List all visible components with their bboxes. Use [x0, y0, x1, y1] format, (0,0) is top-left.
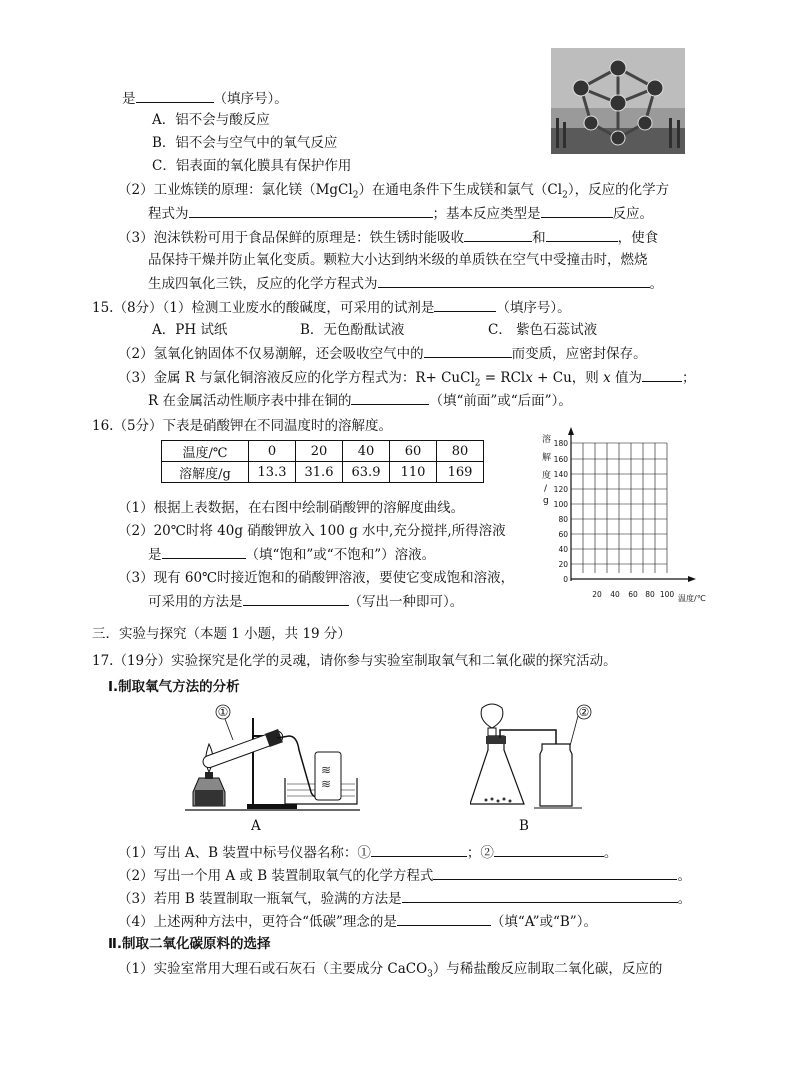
label-apparatus-a: A	[251, 818, 261, 834]
answer-blank[interactable]	[541, 203, 613, 218]
table-cell: 13.3	[249, 462, 296, 483]
q17-p3-text: （3）若用 B 装置制取一瓶氧气，验满的方法是	[118, 891, 402, 907]
subscript: 2	[352, 190, 359, 201]
ylabel-char: 度	[542, 471, 552, 481]
ylabel-char: 解	[542, 453, 552, 463]
table-row	[162, 462, 484, 483]
q14-p2-text: 程式为	[148, 206, 189, 222]
q17-heading: 17.（19分）实验探究是化学的灵魂，请你参与实验室制取氧气和二氧化碳的探究活动。	[92, 653, 617, 669]
q14-hint: （填序号）。	[213, 91, 288, 107]
q14-p2-text: ；基本反应类型是	[432, 206, 541, 222]
subscript: 3	[427, 969, 433, 980]
answer-blank[interactable]	[642, 367, 682, 382]
q15-option-a: A．PH 试纸	[152, 322, 228, 338]
q14-p3-text: 和	[532, 230, 546, 246]
q14-p3-line2: 品保持干燥并防止氧化变质。颗粒大小达到纳米级的单质铁在空气中受撞击时，燃烧	[148, 252, 648, 268]
x-axis-arrow-icon	[688, 576, 696, 582]
q15-p2-text: 而变质，应密封保存。	[511, 346, 647, 362]
q17-p1-text: （1）写出 A、B 装置中标号仪器名称：①	[118, 845, 371, 861]
q15-p2-text: （2）氢氧化钠固体不仅易潮解，还会吸收空气中的	[118, 346, 424, 362]
subscript: 2	[562, 190, 568, 201]
q14-p2-text: ），反应的化学方	[567, 182, 670, 198]
table-cell: 169	[437, 462, 484, 483]
y-tick-label: 120	[553, 485, 568, 494]
table-cell: 60	[390, 441, 437, 462]
table-cell: 温度/℃	[162, 441, 249, 462]
q16-p3: （3）现有 60℃时接近饱和的硝酸钾溶液，要使它变成饱和溶液，	[118, 570, 515, 586]
x-tick-label: 100	[659, 590, 675, 599]
label-1: ①	[217, 705, 229, 719]
answer-blank[interactable]	[243, 591, 349, 606]
q16-p2-text: 是	[148, 547, 162, 563]
q15-hint: （填序号）。	[496, 300, 571, 316]
q14-p3-text: 生成四氧化三铁，反应的化学方程式为	[148, 276, 378, 292]
apparatus-a-diagram	[185, 700, 360, 812]
y-tick-label: 80	[558, 515, 568, 524]
q15-p3-text: ；	[682, 370, 696, 386]
variable-x: x	[603, 370, 611, 386]
q17-part1-title: Ⅰ.制取氧气方法的分析	[108, 679, 240, 695]
q15-p3-text: （填“前面”或“后面”）。	[429, 393, 572, 409]
q14-p3-text: ，使食	[617, 230, 659, 246]
y-axis-arrow-icon	[568, 427, 574, 435]
ylabel-char: 溶	[542, 435, 552, 445]
variable-x: x	[525, 370, 533, 386]
svg-text:≋: ≋	[321, 777, 332, 791]
q16-p2: （2）20℃时将 40g 硝酸钾放入 100 g 水中,充分搅拌,所得溶液	[118, 523, 506, 539]
y-tick-label: 40	[558, 545, 568, 554]
answer-blank[interactable]	[378, 273, 650, 288]
answer-blank[interactable]	[464, 227, 532, 242]
q15-p3-text: + Cu，则	[532, 370, 604, 386]
q14-p2-text: 反应。	[612, 206, 653, 222]
q14-option-c: C．铝表面的氧化膜具有保护作用	[152, 158, 352, 174]
svg-text:≋: ≋	[321, 763, 332, 777]
q16-p1: （1）根据上表数据，在右图中绘制硝酸钾的溶解度曲线。	[118, 500, 465, 516]
table-cell: 20	[296, 441, 343, 462]
q15-p3-text: R 在金属活动性顺序表中排在铜的	[148, 393, 352, 409]
q14-option-a: A．铝不会与酸反应	[152, 112, 270, 128]
q14-p2-text: ）在通电条件下生成镁和氯气（Cl	[358, 182, 563, 198]
table-cell: 80	[437, 441, 484, 462]
answer-blank[interactable]	[434, 297, 496, 312]
y-tick-label: 100	[553, 500, 568, 509]
answer-blank[interactable]	[433, 865, 677, 880]
q14-p2-text: （2）工业炼镁的原理：氯化镁（MgCl	[118, 182, 353, 198]
label-apparatus-b: B	[519, 818, 529, 834]
q15-p3-text: （3）金属 R 与氯化铜溶液反应的化学方程式为：R+ CuCl	[118, 370, 475, 386]
x-tick-label: 80	[645, 590, 655, 599]
answer-blank[interactable]	[162, 544, 246, 559]
atomium-photo	[551, 48, 685, 154]
y-tick-label: 180	[553, 439, 568, 448]
q15-option-c: C． 紫色石蕊试液	[488, 322, 598, 338]
q14-p3-text: （3）泡沫铁粉可用于食品保鲜的原理是：铁生锈时能吸收	[118, 230, 465, 246]
table-cell: 0	[249, 441, 296, 462]
q17-p2-text: 。	[677, 868, 691, 884]
table-cell: 63.9	[343, 462, 390, 483]
section-3-title: 三．实验与探究（本题 1 小题，共 19 分）	[92, 626, 351, 642]
answer-blank[interactable]	[371, 842, 467, 857]
table-row	[162, 441, 484, 462]
q17-p1-text: ；②	[466, 845, 494, 861]
q17-part2-title: Ⅱ.制取二氧化碳原料的选择	[108, 936, 271, 952]
q14-p3-text: 。	[649, 276, 663, 292]
answer-blank[interactable]	[546, 227, 618, 242]
q15-p3-text: 值为	[610, 370, 642, 386]
q17-p4-text: （4）上述两种方法中，更符合“低碳”理念的是	[118, 914, 397, 930]
y-tick-label: 0	[563, 575, 568, 584]
ylabel-char: /	[544, 484, 548, 494]
label-2: ②	[578, 705, 590, 719]
q17-p2-text: （2）写出一个用 A 或 B 装置制取氧气的化学方程式	[118, 868, 434, 884]
answer-blank[interactable]	[424, 343, 512, 358]
table-cell: 40	[343, 441, 390, 462]
solubility-graph	[540, 425, 720, 605]
answer-blank[interactable]	[351, 390, 429, 405]
answer-blank[interactable]	[136, 88, 214, 103]
table-cell: 溶解度/g	[162, 462, 249, 483]
q17-p5-text: （1）实验室常用大理石或石灰石（主要成分 CaCO	[118, 961, 428, 977]
answer-blank[interactable]	[397, 911, 491, 926]
y-tick-label: 140	[553, 470, 568, 479]
q17-p4-text: （填“A”或“B”）。	[490, 914, 597, 930]
x-tick-label: 40	[610, 590, 620, 599]
solubility-table	[161, 440, 484, 483]
q16-p3-text: （写出一种即可）。	[348, 594, 464, 610]
q14-text: 是	[122, 91, 136, 107]
subscript: 2	[474, 378, 481, 389]
ylabel-char: g	[543, 496, 549, 506]
q15-option-b: B．无色酚酞试液	[300, 322, 405, 338]
x-tick-label: 20	[592, 590, 602, 599]
graph-ylabel	[542, 433, 551, 506]
q17-p5-text: ）与稀盐酸反应制取二氧化碳，反应的	[432, 961, 663, 977]
q17-p3-text: 。	[677, 891, 692, 907]
y-tick-label: 160	[553, 455, 568, 464]
y-tick-label: 20	[558, 560, 568, 569]
q15-p3-text: = RCl	[480, 370, 526, 386]
q15-heading: 15.（8分）（1）检测工业废水的酸碱度，可采用的试剂是	[92, 300, 435, 316]
answer-blank[interactable]	[402, 888, 678, 903]
y-tick-label: 60	[558, 530, 568, 539]
q16-p2-text: （填“饱和”或“不饱和”）溶液。	[245, 547, 436, 563]
graph-xlabel: 温度/℃	[678, 594, 706, 603]
answer-blank[interactable]	[494, 842, 604, 857]
answer-blank[interactable]	[189, 203, 433, 218]
table-cell: 31.6	[296, 462, 343, 483]
table-cell: 110	[390, 462, 437, 483]
q16-heading: 16.（5分）下表是硝酸钾在不同温度时的溶解度。	[92, 418, 393, 434]
x-tick-label: 60	[628, 590, 638, 599]
q17-p1-text: 。	[603, 845, 618, 861]
q14-option-b: B．铝不会与空气中的氧气反应	[152, 135, 338, 151]
q16-p3-text: 可采用的方法是	[148, 594, 243, 610]
